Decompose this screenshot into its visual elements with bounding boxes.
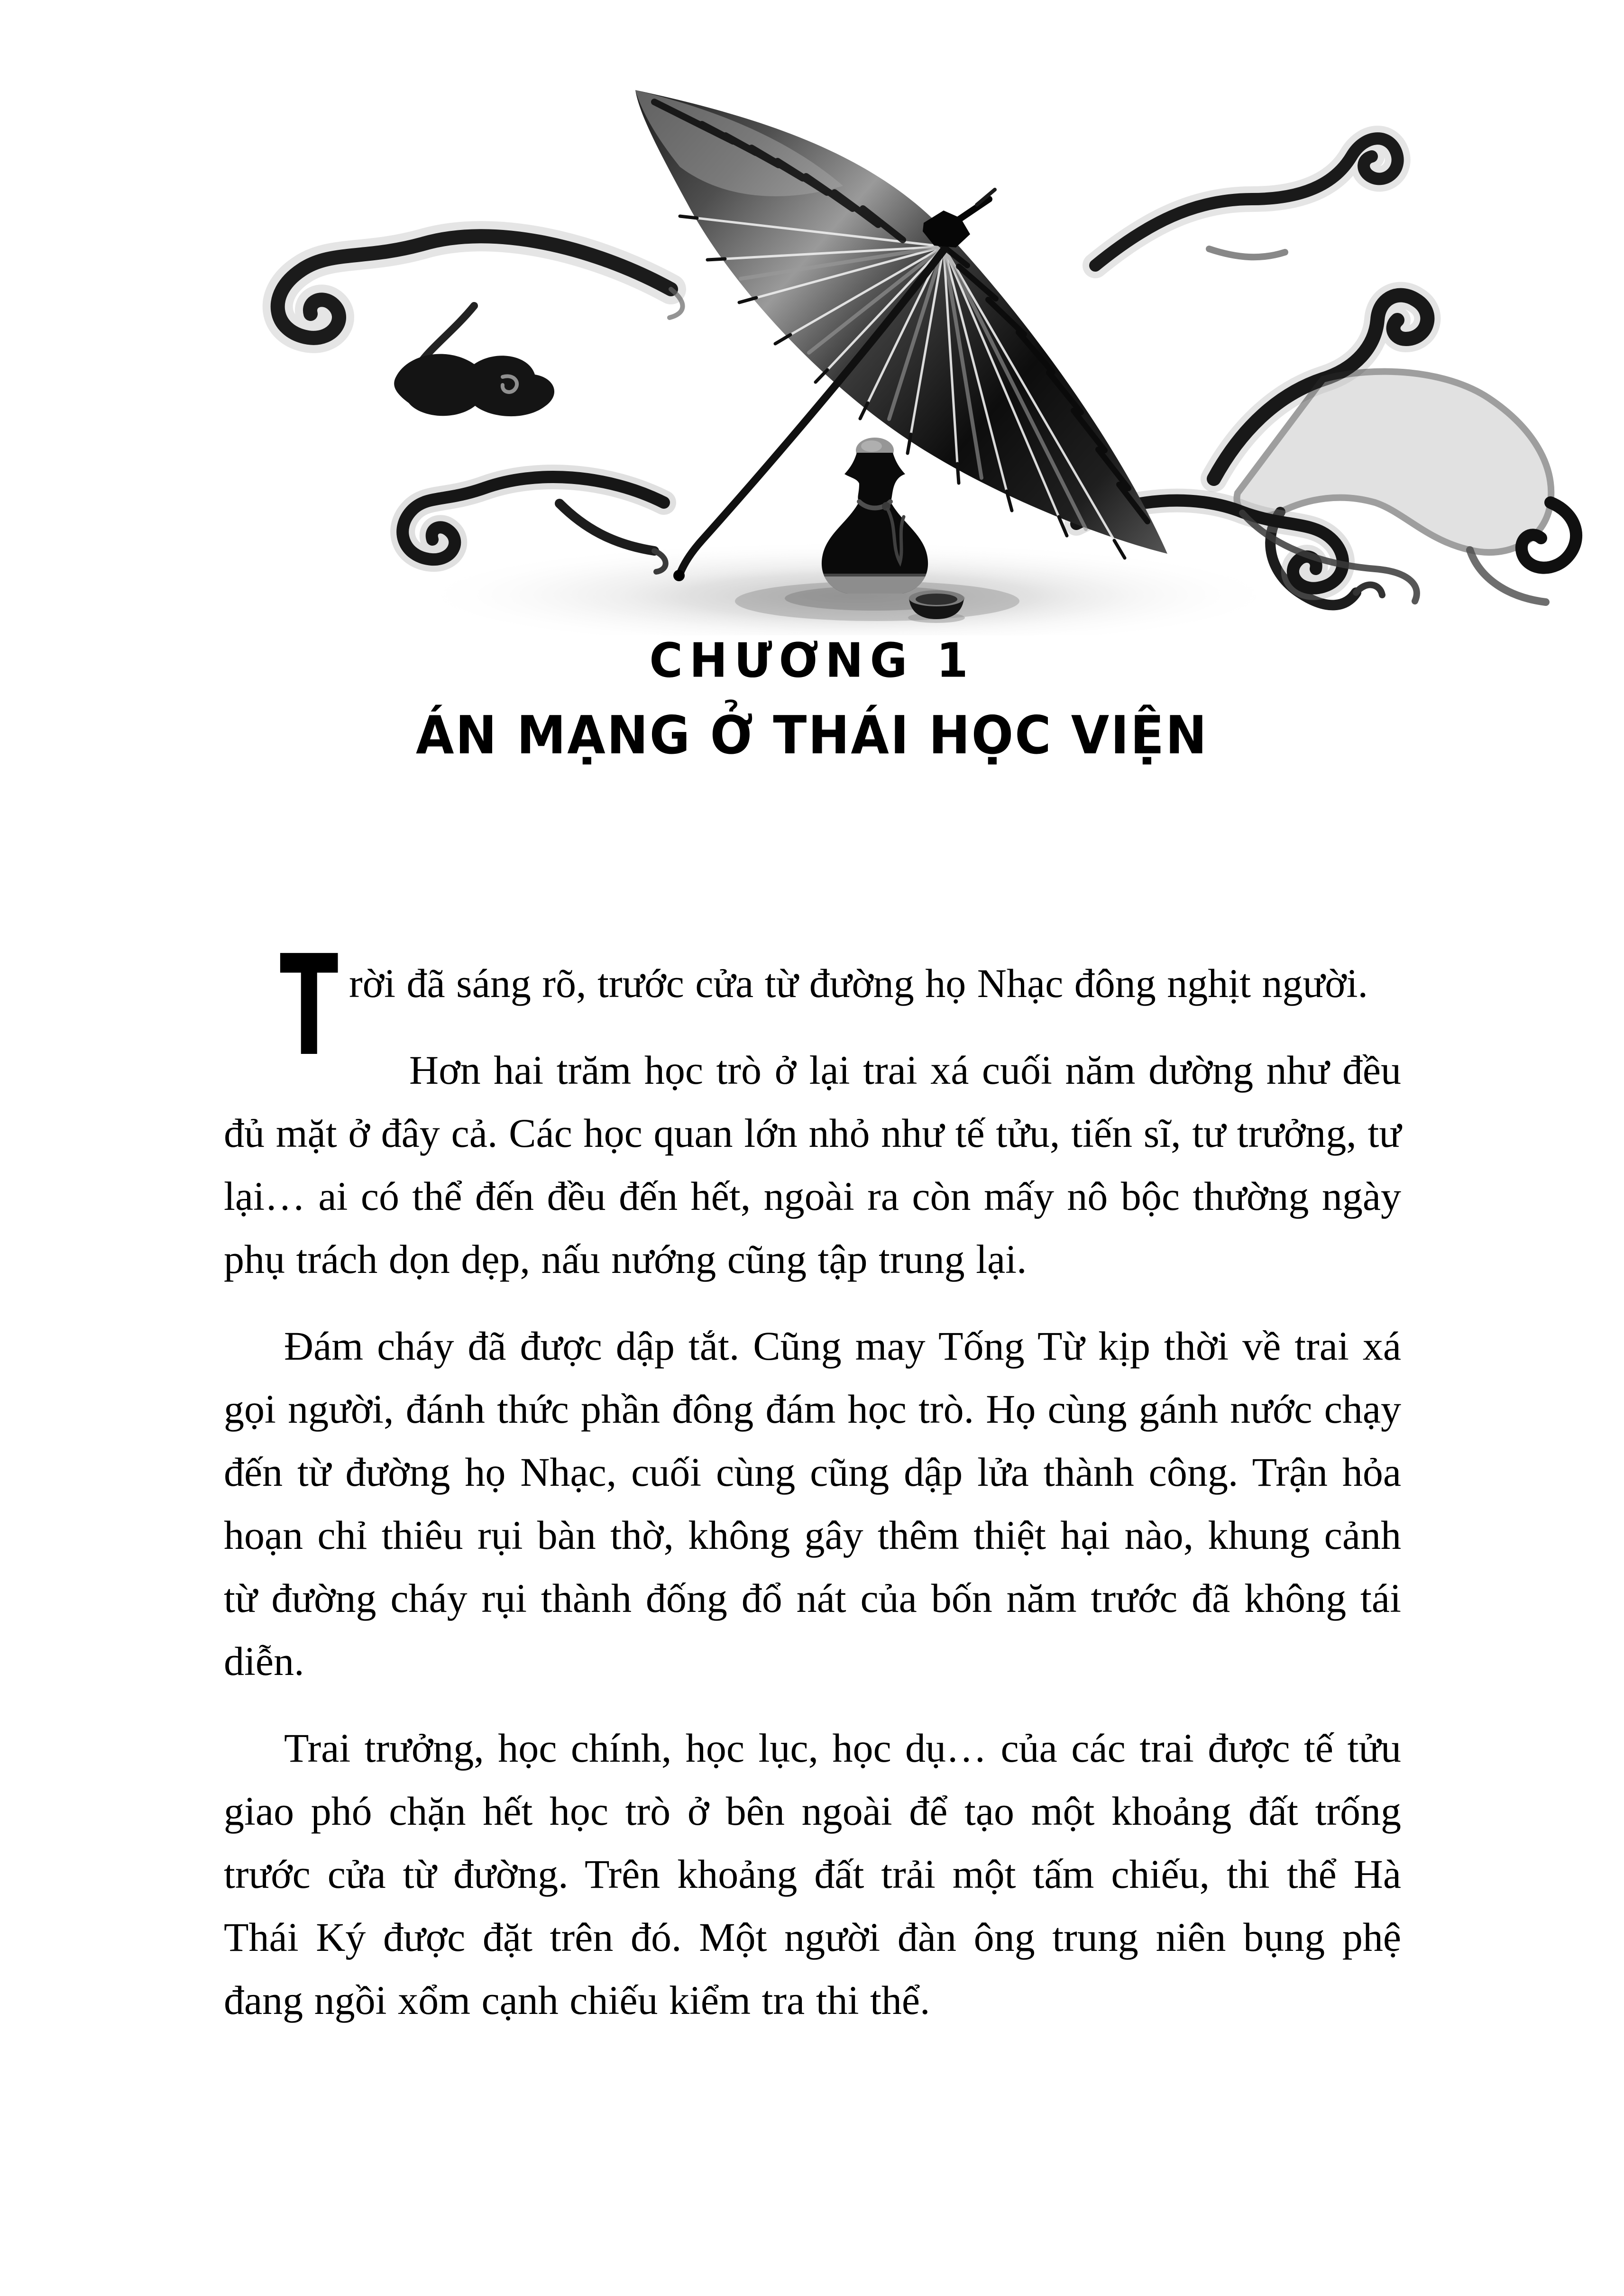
paragraph-1-text: rời đã sáng rõ, trước cửa từ đường họ Nhạc đông nghịt người. bbox=[349, 960, 1368, 1006]
paragraph-4: Trai trưởng, học chính, học lục, học dụ… của các trai được tế tửu giao phó chặn hết học trò ở bên ngoài để tạo một khoảng đất trống trước cửa từ đường. Trên khoảng đất trải một tấm chiếu, thi thể Hà Thái Ký được đặt trên đó. Một người đàn ông trung niên bụng phệ đang ngồi xổm cạnh chiếu kiểm tra thi thể. bbox=[224, 1725, 1401, 2023]
chapter-illustration bbox=[0, 0, 1624, 635]
paragraph-3: Đám cháy đã được dập tắt. Cũng may Tống Từ kịp thời về trai xá gọi người, đánh thức phần đông đám học trò. Họ cùng gánh nước chạy đến từ đường họ Nhạc, cuối cùng cũng dập lửa thành công. Trận hỏa hoạn chỉ thiêu rụi bàn thờ, không gây thêm thiệt hại nào, khung cảnh từ đường cháy rụi thành đống đổ nát của bốn năm trước đã không tái diễn. bbox=[224, 1323, 1401, 1684]
umbrella-crown bbox=[923, 190, 995, 247]
chapter-number: CHƯƠNG 1 bbox=[649, 632, 975, 688]
ink-cloud-right bbox=[1214, 295, 1576, 605]
wine-cup bbox=[908, 590, 965, 623]
chapter-title: ÁN MẠNG Ở THÁI HỌC VIỆN bbox=[416, 704, 1208, 766]
body-text bbox=[224, 925, 1401, 2056]
drop-cap: T bbox=[280, 925, 339, 1087]
paper-umbrella bbox=[635, 90, 1167, 581]
ink-cloud-top-right bbox=[1095, 138, 1398, 265]
paragraph-1 bbox=[224, 925, 1401, 1087]
paragraph-2: Hơn hai trăm học trò ở lại trai xá cuối năm dường như đều đủ mặt ở đây cả. Các học quan lớn nhỏ như tế tửu, tiến sĩ, tư trưởng, tư lại… ai có thể đến đều đến hết, ngoài ra còn mấy nô bộc thường ngày phụ trách dọn dẹp, nấu nướng cũng tập trung lại. bbox=[224, 1047, 1401, 1282]
ink-cloud-left bbox=[278, 236, 683, 416]
